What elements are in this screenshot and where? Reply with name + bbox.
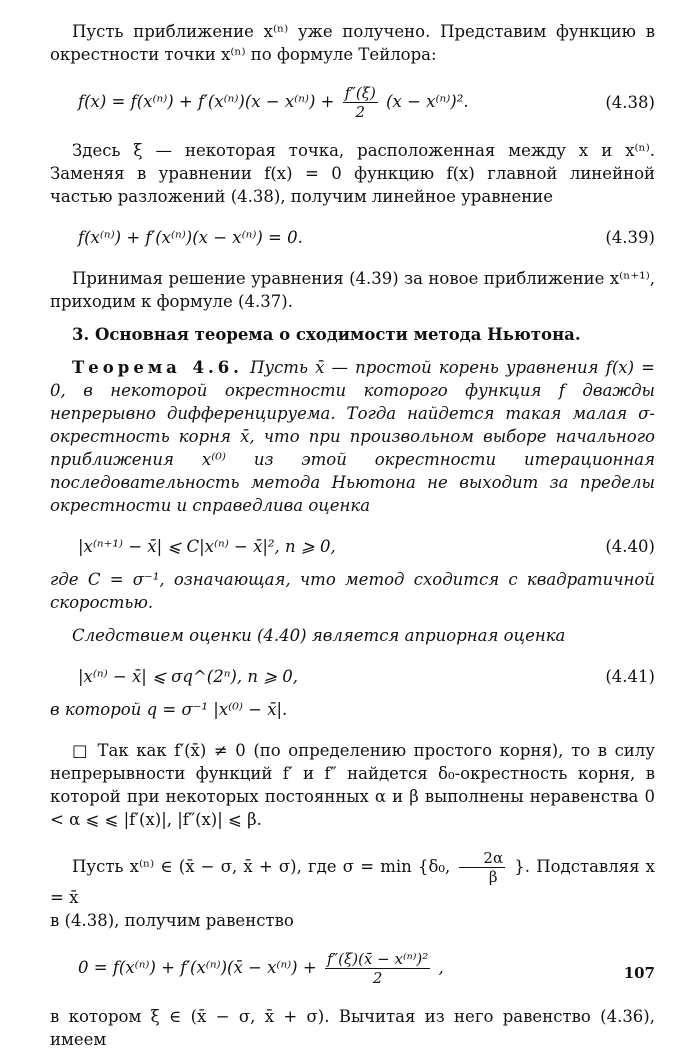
page-content bbox=[50, 20, 655, 1051]
eq-final-frac-bottom: 2 bbox=[372, 969, 383, 987]
eq439-body: f(x⁽ⁿ⁾) + f′(x⁽ⁿ⁾)(x − x⁽ⁿ⁾) = 0. bbox=[78, 228, 303, 247]
eq-final-end: , bbox=[438, 958, 444, 977]
equation-4-41 bbox=[50, 665, 655, 688]
paragraph-proof-start: □ Так как f′(x̄) ≠ 0 (по определению простого корня), то в силу непрерывности функций f′ и f″ найдется δ₀-окрестность корня, в которой при некоторых постоянных α и β выполнены неравенства 0 < α ⩽ ⩽ |f′(x)|, |f″(x)| ⩽ β. bbox=[50, 741, 655, 829]
sigma-text-a: Пусть x⁽ⁿ⁾ ∈ (x̄ − σ, x̄ + σ), где σ = min {δ₀, bbox=[72, 857, 451, 876]
sigma-fraction bbox=[459, 849, 505, 886]
section-heading: 3. Основная теорема о сходимости метода Ньютона. bbox=[72, 325, 581, 344]
eq438-fraction bbox=[343, 84, 378, 121]
paragraph-q-definition: в которой q = σ⁻¹ |x⁽⁰⁾ − x̄|. bbox=[50, 700, 288, 719]
eq438-frac-bottom: 2 bbox=[355, 103, 366, 121]
paragraph-subtraction: в котором ξ ∈ (x̄ − σ, x̄ + σ). Вычитая из него равенство (4.36), имеем bbox=[50, 1007, 655, 1049]
eq438-rhs: (x − x⁽ⁿ⁾)². bbox=[386, 92, 469, 111]
sigma-frac-bottom: β bbox=[488, 868, 498, 886]
paragraph-corollary: Следствием оценки (4.40) является априорная оценка bbox=[72, 626, 566, 645]
eq441-body: |x⁽ⁿ⁾ − x̄| ⩽ σq^(2ⁿ), n ⩾ 0, bbox=[78, 667, 299, 686]
equation-4-40 bbox=[50, 535, 655, 558]
paragraph-new-approx: Принимая решение уравнения (4.39) за новое приближение x⁽ⁿ⁺¹⁾, приходим к формуле (4.37). bbox=[50, 269, 655, 311]
theorem-label: Теорема 4.6. bbox=[72, 358, 243, 377]
eq-final-lhs: 0 = f(x⁽ⁿ⁾) + f′(x⁽ⁿ⁾)(x̄ − x⁽ⁿ⁾) + bbox=[78, 958, 317, 977]
sigma-frac-top: 2α bbox=[459, 849, 505, 868]
equation-number-4-41: (4.41) bbox=[605, 667, 655, 686]
eq-final-fraction bbox=[325, 950, 430, 987]
page-number: 107 bbox=[623, 964, 655, 982]
eq438-lhs: f(x) = f(x⁽ⁿ⁾) + f′(x⁽ⁿ⁾)(x − x⁽ⁿ⁾) + bbox=[78, 92, 335, 111]
equation-4-39 bbox=[50, 226, 655, 249]
theorem-statement: Пусть x̄ — простой корень уравнения f(x) = 0, в некоторой окрестности которого функция f дважды непрерывно дифференцируема. Тогда найдется такая малая σ-окрестность корня x̄, что при произвольном выборе начального приближения x⁽⁰⁾ из этой окрестности итерационная последовательность метода Ньютона не выходит за пределы окрестности и справедлива оценка bbox=[50, 358, 655, 515]
eq440-body: |x⁽ⁿ⁺¹⁾ − x̄| ⩽ C|x⁽ⁿ⁾ − x̄|², n ⩾ 0, bbox=[78, 537, 336, 556]
equation-final bbox=[50, 950, 655, 987]
theorem-4-6 bbox=[50, 356, 655, 517]
equation-4-38 bbox=[50, 84, 655, 121]
paragraph-linearization: Здесь ξ — некоторая точка, расположенная между x и x⁽ⁿ⁾. Заменяя в уравнении f(x) = 0 функцию f(x) главной линейной частью разложений (4.38), получим линейное уравнение bbox=[50, 141, 655, 206]
paragraph-taylor-intro: Пусть приближение x⁽ⁿ⁾ уже получено. Представим функцию в окрестности точки x⁽ⁿ⁾ по формуле Тейлора: bbox=[50, 22, 655, 64]
paragraph-substitution: в (4.38), получим равенство bbox=[50, 911, 294, 930]
paragraph-sigma-choice bbox=[50, 849, 655, 909]
eq438-frac-top: f″(ξ) bbox=[344, 84, 376, 102]
equation-number-4-40: (4.40) bbox=[605, 537, 655, 556]
equation-number-4-38: (4.38) bbox=[605, 93, 655, 112]
paragraph-quadratic-rate: где C = σ⁻¹, означающая, что метод сходится с квадратичной скоростью. bbox=[50, 570, 655, 612]
equation-number-4-39: (4.39) bbox=[605, 228, 655, 247]
sigma-text-b: }. Подставляя x = x̄ bbox=[50, 857, 655, 907]
eq-final-frac-top: f″(ξ)(x̄ − x⁽ⁿ⁾)² bbox=[326, 950, 429, 968]
